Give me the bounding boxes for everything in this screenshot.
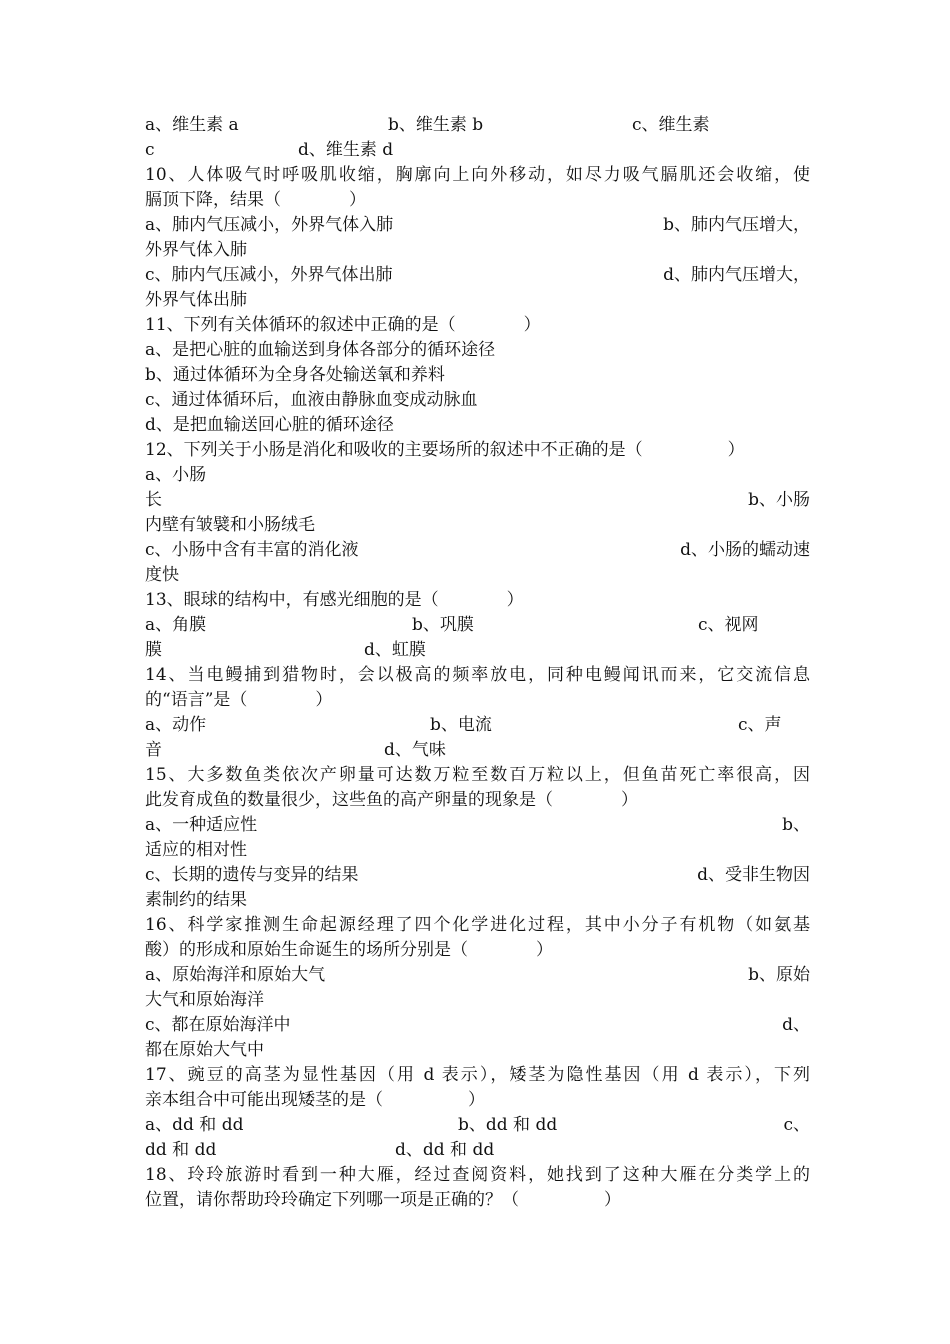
question-15-options-4: 素制约的结果 — [145, 890, 247, 910]
option-d: d、虹膜 — [364, 640, 426, 660]
question-10-options-1 — [145, 213, 810, 238]
question-11-option-a: a、是把心脏的血输送到身体各部分的循环途径 — [145, 340, 496, 360]
question-15-options-3 — [145, 863, 810, 888]
question-18-line-2: 位置，请你帮助玲玲确定下列哪一项是正确的？（ ） — [145, 1190, 621, 1210]
option-b: b、 — [782, 815, 810, 835]
option-b: b、小肠 — [748, 490, 810, 510]
option-c-cont: dd 和 dd — [145, 1140, 217, 1160]
option-c: c、声 — [738, 715, 782, 735]
question-17-line-2: 亲本组合中可能出现矮茎的是（ ） — [145, 1090, 485, 1110]
question-17-options-1 — [145, 1113, 810, 1138]
option-d: d、受非生物因 — [697, 865, 810, 885]
question-16-options-3 — [145, 1013, 810, 1038]
option-b: b、肺内气压增大， — [663, 215, 810, 235]
question-12-options-2: 内壁有皱襞和小肠绒毛 — [145, 515, 315, 535]
question-15-options-1 — [145, 813, 810, 838]
option-d: d、 — [782, 1015, 810, 1035]
option-a: a、动作 — [145, 715, 207, 735]
line-9-options-1 — [145, 113, 810, 138]
question-12-option-a: a、小肠 — [145, 465, 207, 485]
question-14-line-1: 14、当电鳗捕到猎物时，会以极高的频率放电，同种电鳗闻讯而来，它交流信息 — [145, 665, 810, 685]
question-16-options-1 — [145, 963, 810, 988]
question-14-options-1 — [145, 713, 810, 738]
question-12: 12、下列关于小肠是消化和吸收的主要场所的叙述中不正确的是（ ） — [145, 440, 745, 460]
option-d: d、dd 和 dd — [395, 1140, 495, 1160]
option-c: c、长期的遗传与变异的结果 — [145, 865, 359, 885]
option-b: b、电流 — [430, 715, 492, 735]
line-9-options-2 — [145, 138, 810, 163]
option-c: c、视网 — [698, 615, 759, 635]
question-18-line-1: 18、玲玲旅游时看到一种大雁，经过查阅资料，她找到了这种大雁在分类学上的 — [145, 1165, 810, 1185]
option-a: a、角膜 — [145, 615, 207, 635]
option-c: c、维生素 — [632, 115, 710, 135]
question-16-options-4: 都在原始大气中 — [145, 1040, 264, 1060]
question-11-option-d: d、是把血输送回心脏的循环途径 — [145, 415, 394, 435]
option-a: a、维生素 a — [145, 115, 239, 135]
option-a: a、肺内气压减小，外界气体入肺 — [145, 215, 394, 235]
option-c: c、小肠中含有丰富的消化液 — [145, 540, 359, 560]
question-15-line-2: 此发育成鱼的数量很少，这些鱼的高产卵量的现象是（ ） — [145, 790, 638, 810]
option-a: a、原始海洋和原始大气 — [145, 965, 326, 985]
question-10-line-2: 膈顶下降，结果（ ） — [145, 190, 366, 210]
question-17-options-2 — [145, 1138, 810, 1163]
option-c-cont: 膜 — [145, 640, 162, 660]
option-d: d、小肠的蠕动速 — [680, 540, 810, 560]
question-12-options-1 — [145, 488, 810, 513]
question-10-options-4: 外界气体出肺 — [145, 290, 247, 310]
question-10-options-2: 外界气体入肺 — [145, 240, 247, 260]
option-c: c、都在原始海洋中 — [145, 1015, 291, 1035]
option-d: d、气味 — [384, 740, 446, 760]
question-12-options-3 — [145, 538, 810, 563]
question-12-options-4: 度快 — [145, 565, 179, 585]
option-d: d、维生素 d — [298, 140, 394, 160]
option-c: c、 — [783, 1115, 810, 1135]
question-10-options-3 — [145, 263, 810, 288]
question-16-line-1: 16、科学家推测生命起源经理了四个化学进化过程，其中小分子有机物（如氨基 — [145, 915, 810, 935]
option-c: c、肺内气压减小，外界气体出肺 — [145, 265, 393, 285]
option-a-cont: 长 — [145, 490, 162, 510]
option-a: a、一种适应性 — [145, 815, 258, 835]
option-b: b、原始 — [748, 965, 810, 985]
option-c-cont: c — [145, 140, 155, 160]
option-b: b、dd 和 dd — [458, 1115, 558, 1135]
question-15-line-1: 15、大多数鱼类依次产卵量可达数万粒至数百万粒以上，但鱼苗死亡率很高，因 — [145, 765, 810, 785]
question-14-options-2 — [145, 738, 810, 763]
question-17-line-1: 17、豌豆的高茎为显性基因（用 d 表示），矮茎为隐性基因（用 d 表示），下列 — [145, 1065, 810, 1085]
question-13-options-2 — [145, 638, 810, 663]
question-10-line-1: 10、人体吸气时呼吸肌收缩，胸廓向上向外移动，如尽力吸气膈肌还会收缩，使 — [145, 165, 810, 185]
question-13: 13、眼球的结构中，有感光细胞的是（ ） — [145, 590, 524, 610]
option-d: d、肺内气压增大， — [663, 265, 810, 285]
question-16-options-2: 大气和原始海洋 — [145, 990, 264, 1010]
option-a: a、dd 和 dd — [145, 1115, 244, 1135]
question-14-line-2: 的“语言”是（ ） — [145, 690, 333, 710]
question-15-options-2: 适应的相对性 — [145, 840, 247, 860]
question-16-line-2: 酸）的形成和原始生命诞生的场所分别是（ ） — [145, 940, 553, 960]
option-c-cont: 音 — [145, 740, 162, 760]
question-11-option-b: b、通过体循环为全身各处输送氧和养料 — [145, 365, 445, 385]
question-11: 11、下列有关体循环的叙述中正确的是（ ） — [145, 315, 541, 335]
question-11-option-c: c、通过体循环后，血液由静脉血变成动脉血 — [145, 390, 478, 410]
document-page — [145, 113, 810, 1213]
question-13-options-1 — [145, 613, 810, 638]
option-b: b、巩膜 — [412, 615, 474, 635]
option-b: b、维生素 b — [388, 115, 484, 135]
